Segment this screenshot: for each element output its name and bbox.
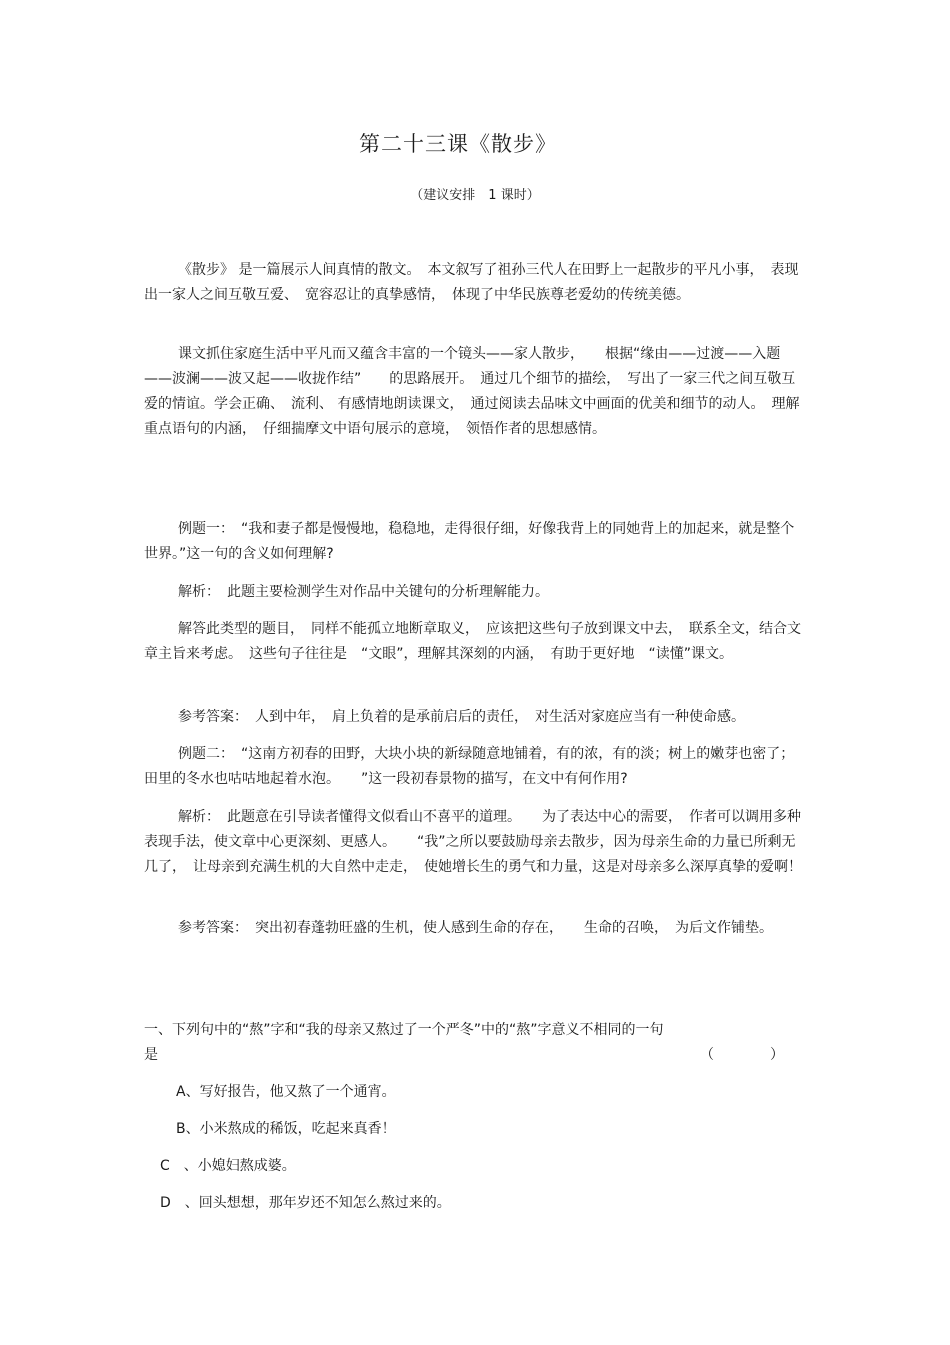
option-d: D 、回头想想，那年岁还不知怎么熬过来的。 xyxy=(160,1195,451,1211)
example-1-analysis: 解析： 此题主要检测学生对作品中关键句的分析理解能力。 xyxy=(178,584,549,600)
example-2-analysis: 解析： 此题意在引导读者懂得文似看山不喜平的道理。 为了表达中心的需要， 作者可以调用多种表现手法，使文章中心更深刻、更感人。 “我”之所以要鼓励母亲去散步，因为母亲生命的力量已所剩无几了， 让母亲到充满生机的大自然中走走， 使她增长生的勇气和力量，这是对母亲多么深厚真挚的爱啊！ xyxy=(144,809,802,875)
example-1-question: 例题一： “我和妻子都是慢慢地，稳稳地，走得很仔细，好像我背上的同她背上的加起来，就是整个世界。”这一句的含义如何理解? xyxy=(144,521,795,562)
option-c: C 、小媳妇熬成婆。 xyxy=(160,1158,296,1174)
page-subtitle: （建议安排 1 课时） xyxy=(410,188,540,203)
example-1-method: 解答此类型的题目， 同样不能孤立地断章取义， 应该把这些句子放到课文中去， 联系全文，结合文章主旨来考虑。 这些句子往往是 “文眼”，理解其深刻的内涵， 有助于更好地 “读懂”课文。 xyxy=(144,621,801,662)
option-b: B、小米熬成的稀饭，吃起来真香！ xyxy=(176,1121,396,1137)
intro-paragraph-2: 课文抓住家庭生活中平凡而又蕴含丰富的一个镜头——家人散步， 根据“缘由——过渡——入题——波澜——波又起——收拢作结” 的思路展开。 通过几个细节的描绘， 写出了一家三代之间互敬互爱的情谊。学会正确、 流利、 有感情地朗读课文， 通过阅读去品味文中画面的优美和细节的动人。 理解重点语句的内涵， 仔细揣摩文中语句展示的意境， 领悟作者的思想感情。 xyxy=(144,346,800,437)
example-1-answer: 参考答案： 人到中年， 肩上负着的是承前启后的责任， 对生活对家庭应当有一种使命感。 xyxy=(178,709,745,725)
intro-paragraph-1: 《散步》 是一篇展示人间真情的散文。 本文叙写了祖孙三代人在田野上一起散步的平凡小事， 表现出一家人之间互敬互爱、 宽容忍让的真挚感情， 体现了中华民族尊老爱幼的传统美德。 xyxy=(144,262,799,303)
exercise-question-1-continued: 是 xyxy=(144,1047,158,1063)
option-a: A、写好报告，他又熬了一个通宵。 xyxy=(176,1084,396,1100)
answer-blank: （ ） xyxy=(700,1047,784,1063)
example-2-question: 例题二： “这南方初春的田野，大块小块的新绿随意地铺着，有的浓，有的淡；树上的嫩芽也密了；田里的冬水也咕咕地起着水泡。 ”这一段初春景物的描写，在文中有何作用? xyxy=(144,746,795,787)
page-title: 第二十三课《散步》 xyxy=(359,132,557,156)
exercise-question-1: 一、下列句中的“熬”字和“我的母亲又熬过了一个严冬”中的“熬”字意义不相同的一句 xyxy=(144,1022,664,1038)
example-2-answer: 参考答案： 突出初春蓬勃旺盛的生机，使人感到生命的存在， 生命的召唤， 为后文作铺垫。 xyxy=(178,920,773,936)
